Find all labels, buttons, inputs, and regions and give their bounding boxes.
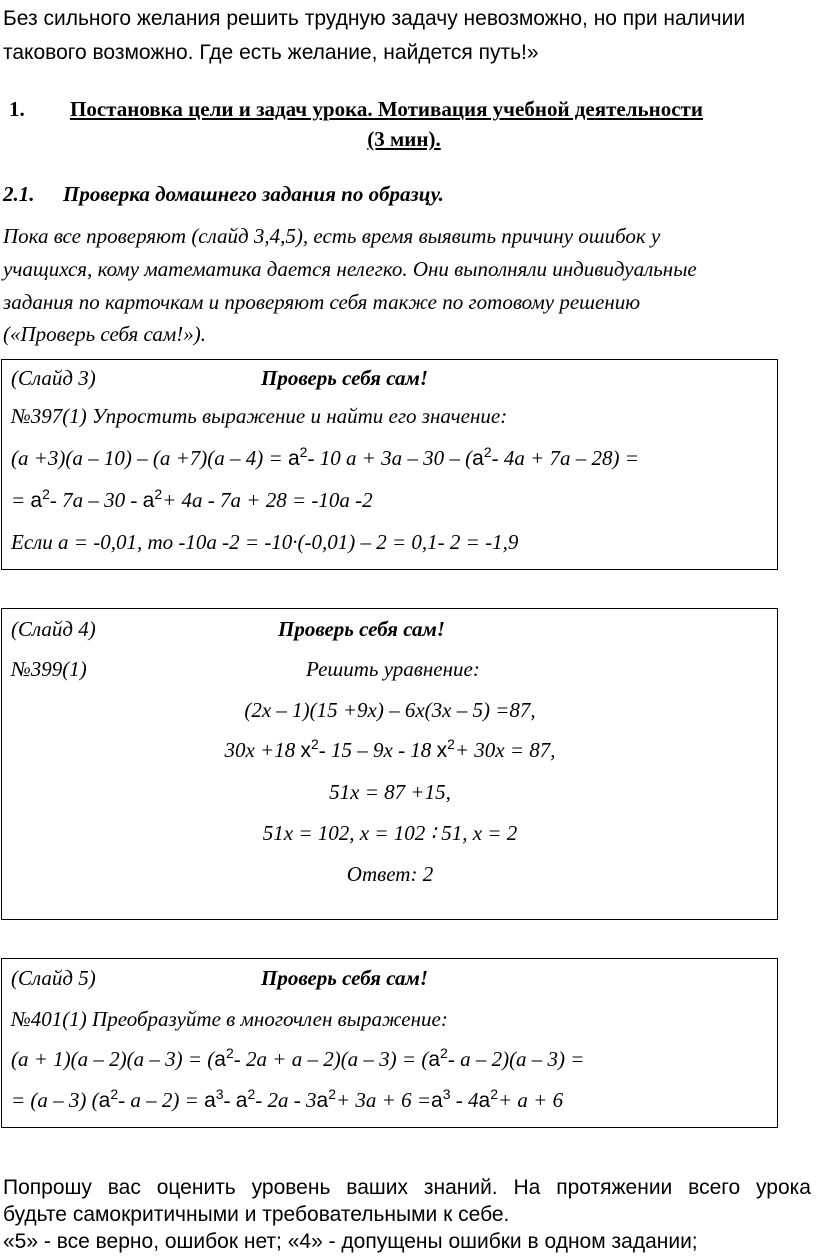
slide-5-line-1: $(а + 1)(а - 2)(а - 3) = (а^2-$ $2а + а - 2)(а - 3) = (а^2-$ а – 2)(а – 3) = xyxy=(11,1045,585,1071)
slide-4-label: (Слайд 4) xyxy=(11,617,96,641)
closing-line-2: будьте самокритичными и требовательными к себе. xyxy=(3,1203,510,1226)
slide-5-heading: Проверь себя сам! xyxy=(261,966,429,990)
paragraph-line-2: учащихся, кому математика дается нелегко. Они выполняли индивидуальные xyxy=(3,257,697,281)
slide-4-heading: Проверь себя сам! xyxy=(278,617,446,641)
closing-line-1: Попрошу вас оценить уровень ваших знаний. На протяжении всего урока xyxy=(3,1176,811,1199)
section-1-title-line-2: (3 мин). xyxy=(367,127,441,151)
slide-4-task: Решить уравнение: xyxy=(306,657,480,681)
section-2-1-title: Проверка домашнего задания по образцу. xyxy=(63,182,444,206)
slide-5-task: №401(1) Преобразуйте в многочлен выражение: xyxy=(11,1007,448,1031)
closing-line-3: «5» - все верно, ошибок нет; «4» - допущены ошибки в одном задании; xyxy=(3,1230,698,1253)
slide-3-line-3: Если а = -0,01, то -10а -2 = -10·(-0,01) – 2 = 0,1- 2 = -1,9 xyxy=(11,530,519,554)
paragraph-line-4: («Проверь себя сам!»). xyxy=(3,322,206,346)
slide-3-task: №397(1) Упростить выражение и найти его значение: xyxy=(11,404,508,428)
slide-4-equation-3: 51x = 87 +15, xyxy=(329,780,451,804)
slide-4-task-number: №399(1) xyxy=(11,657,87,681)
slide-3-line-1: $(а +3)(а - 10) - (а +7)(а - 4) = а^2-$ 10 $а + 3а - 30 - (а^2-$ 4а + 7а – 28) = xyxy=(11,444,639,470)
section-1-title-line-1: Постановка цели и задач урока. Мотивация учебной деятельности xyxy=(70,97,703,121)
slide-4-equation-1: (2x – 1)(15 +9x) – 6x(3x – 5) =87, xyxy=(244,698,536,722)
slide-4-equation-4: 51x = 102, x = 102 ∶ 51, x = 2 xyxy=(262,821,518,845)
section-2-1-number: 2.1. xyxy=(3,182,35,206)
slide-5-line-2: = (а – 3) ($а^2-$ $а - 2) = а^3-$ $а^2-$ $2а - 3а^2+ 3а + 6 =а^3 - 4а^2+ а + 6$ xyxy=(11,1086,564,1112)
intro-line-2: такового возможно. Где есть желание, найдется путь!» xyxy=(3,41,539,64)
slide-3-line-2: = $а^2-$ $7а - 30 - а^2+ 4а - 7а + 28 = -10а$ -2 xyxy=(11,486,373,512)
slide-3-label: (Слайд 3) xyxy=(11,366,96,390)
paragraph-line-1: Пока все проверяют (слайд 3,4,5), есть время выявить причину ошибок у xyxy=(3,224,661,248)
slide-3-heading: Проверь себя сам! xyxy=(261,366,429,390)
slide-4-answer: Ответ: 2 xyxy=(346,862,434,886)
section-1-number: 1. xyxy=(9,97,25,121)
slide-4-equation-2: 30x +18 $x^2-$ 15 – 9x - 18 $x^2+ 30x = 87$, xyxy=(224,736,556,762)
intro-line-1: Без сильного желания решить трудную задачу невозможно, но при наличии xyxy=(3,7,746,30)
paragraph-line-3: задания по карточкам и проверяют себя также по готовому решению xyxy=(3,290,641,314)
slide-5-label: (Слайд 5) xyxy=(11,966,96,990)
